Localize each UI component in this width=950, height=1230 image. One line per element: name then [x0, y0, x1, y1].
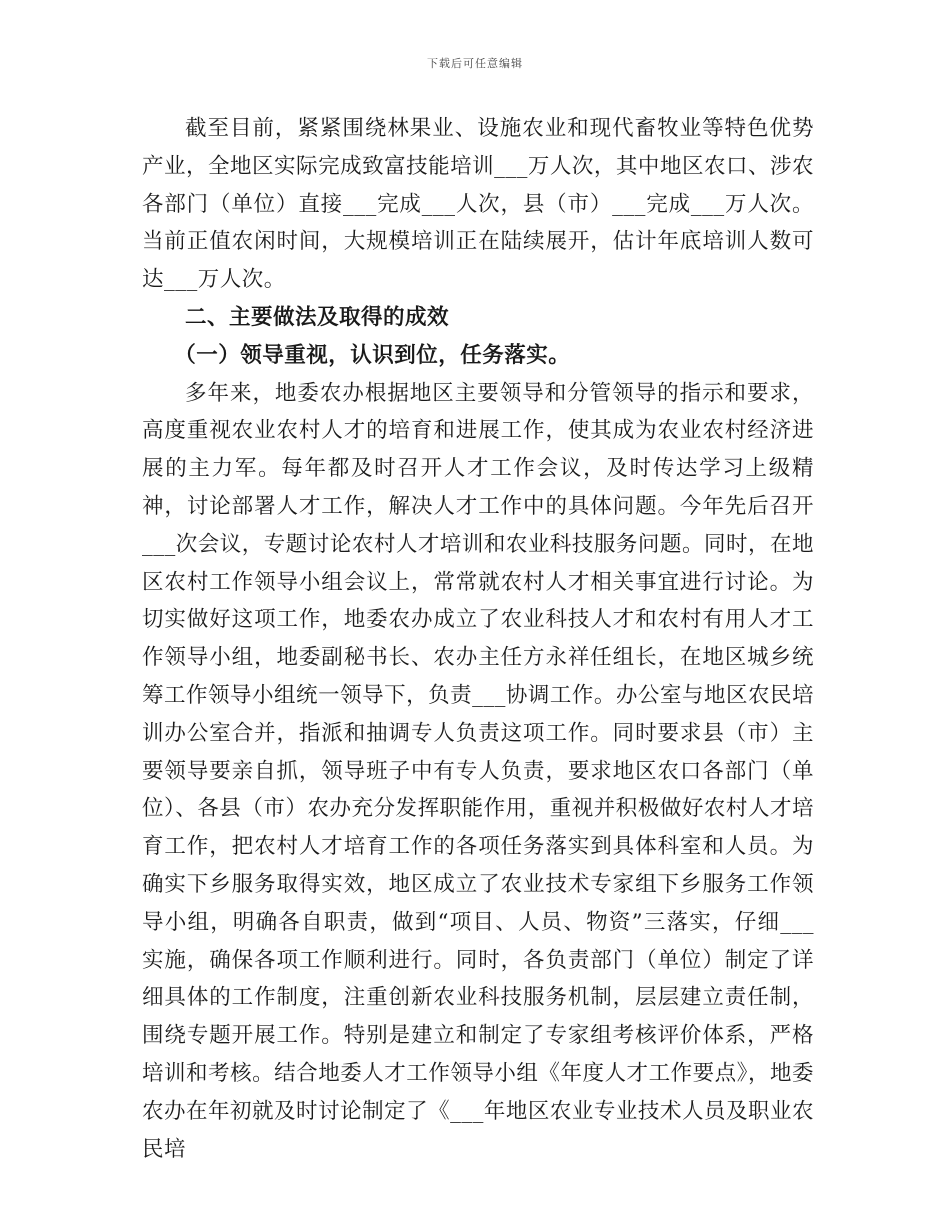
document-body	[142, 110, 814, 1168]
paragraph-training-summary: 截至目前，紧紧围绕林果业、设施农业和现代畜牧业等特色优势产业，全地区实际完成致富技能培训___万人次，其中地区农口、涉农各部门（单位）直接___完成___人次，县（市）___完成___万人次。当前正值农闲时间，大规模培训正在陆续展开，估计年底培训人数可达___万人次。	[142, 116, 814, 293]
subsection-heading: （一）领导重视，认识到位，任务落实。	[174, 342, 571, 368]
section-heading: 二、主要做法及取得的成效	[185, 304, 450, 330]
paragraph-leadership: 多年来，地委农办根据地区主要领导和分管领导的指示和要求，高度重视农业农村人才的培育和进展工作，使其成为农业农村经济进展的主力军。每年都及时召开人才工作会议，及时传达学习上级精神，讨论部署人才工作，解决人才工作中的具体问题。今年先后召开___次会议，专题讨论农村人才培训和农业科技服务问题。同时，在地区农村工作领导小组会议上，常常就农村人才相关事宜进行讨论。为切实做好这项工作，地委农办成立了农业科技人才和农村有用人才工作领导小组，地委副秘书长、农办主任方永祥任组长，在地区城乡统筹工作领导小组统一领导下，负责___协调工作。办公室与地区农民培训办公室合并，指派和抽调专人负责这项工作。同时要求县（市）主要领导要亲自抓，领导班子中有专人负责，要求地区农口各部门（单位）、各县（市）农办充分发挥职能作用，重视并积极做好农村人才培育工作，把农村人才培育工作的各项任务落实到具体科室和人员。为确实下乡服务取得实效，地区成立了农业技术专家组下乡服务工作领导小组，明确各自职责，做到“项目、人员、物资”三落实，仔细___实施，确保各项工作顺利进行。同时，各负责部门（单位）制定了详细具体的工作制度，注重创新农业科技服务机制，层层建立责任制，围绕专题开展工作。特别是建立和制定了专家组考核评价体系，严格培训和考核。结合地委人才工作领导小组《年度人才工作要点》，地委农办在年初就及时讨论制定了《___年地区农业专业技术人员及职业农民培	[142, 380, 814, 1162]
page-header: 下载后可任意编辑	[427, 57, 523, 70]
